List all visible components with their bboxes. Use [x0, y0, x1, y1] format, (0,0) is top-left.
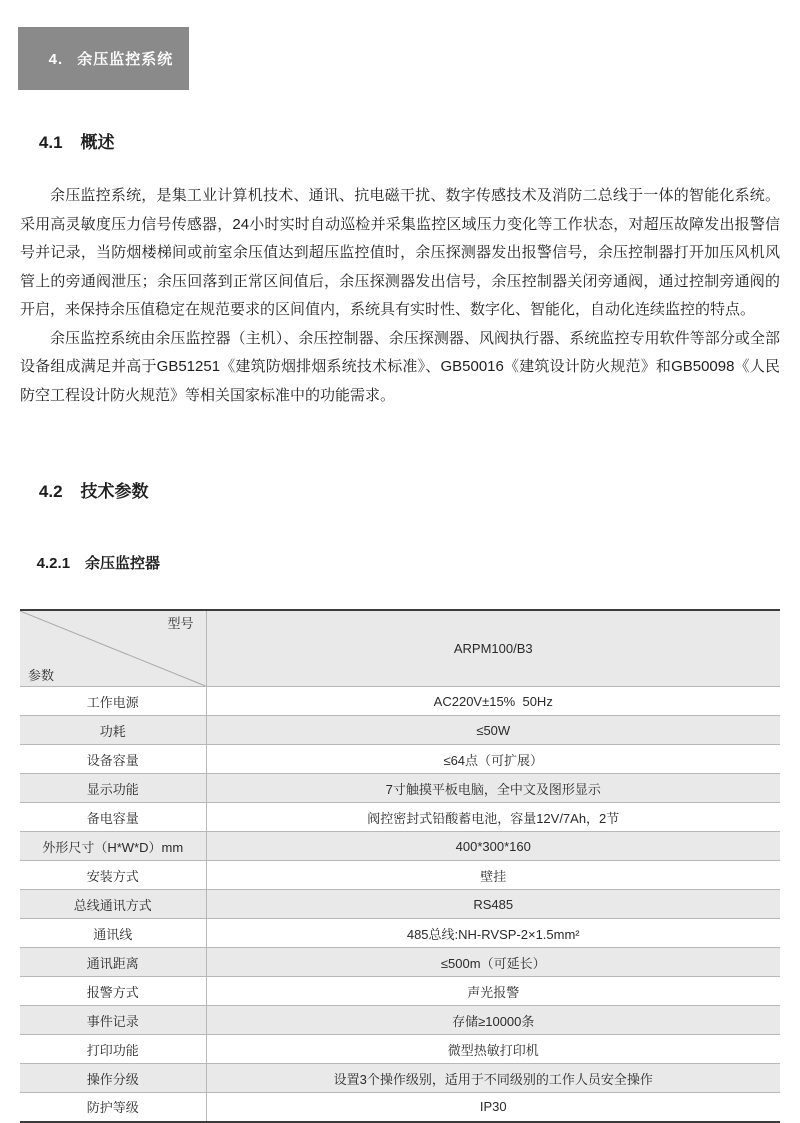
table-row [20, 803, 780, 832]
table-row [20, 774, 780, 803]
row-value: ≤50W [206, 716, 780, 745]
table-row [20, 948, 780, 977]
row-value: ≤64点（可扩展） [206, 745, 780, 774]
row-label: 显示功能 [20, 774, 206, 803]
table-row [20, 1006, 780, 1035]
row-label: 总线通讯方式 [20, 890, 206, 919]
overview-paragraph-1: 余压监控系统，是集工业计算机技术、通讯、抗电磁干扰、数字传感技术及消防二总线于一体的智能化系统。采用高灵敏度压力信号传感器，24小时实时自动巡检并采集监控区域压力变化等工作状态，对超压故障发出报警信号并记录，当防烟楼梯间或前室余压值达到超压监控值时，余压探测器发出报警信号，余压控制器打开加压风机风管上的旁通阀泄压；余压回落到正常区间值后，余压探测器发出信号，余压控制器关闭旁通阀，通过控制旁通阀的开启，来保持余压值稳定在规范要求的区间值内，系统具有实时性、数字化、智能化，自动化连续监控的特点。 [20, 187, 780, 318]
row-value: 壁挂 [206, 861, 780, 890]
spec-table-body [20, 687, 780, 1122]
table-row [20, 1093, 780, 1122]
row-label: 工作电源 [20, 687, 206, 716]
row-value: 存储≥10000条 [206, 1006, 780, 1035]
corner-label-model: 型号 [167, 616, 194, 631]
row-label: 操作分级 [20, 1064, 206, 1093]
section-title: 余压监控系统 [77, 51, 174, 68]
heading-overview-title: 概述 [80, 133, 115, 152]
table-row [20, 687, 780, 716]
heading-monitor [20, 535, 780, 590]
heading-monitor-title: 余压监控器 [85, 555, 161, 572]
table-row [20, 832, 780, 861]
row-label: 报警方式 [20, 977, 206, 1006]
row-value: RS485 [206, 890, 780, 919]
row-label: 设备容量 [20, 745, 206, 774]
table-header-row [20, 610, 780, 687]
heading-monitor-number: 4.2.1 [36, 555, 71, 572]
overview-paragraph-2: 余压监控系统由余压监控器（主机）、余压控制器、余压探测器、风阀执行器、系统监控专用软件等部分或全部设备组成满足并高于GB51251《建筑防烟排烟系统技术标准》、GB50016《建筑设计防火规范》和GB50098《人民防空工程设计防火规范》等相关国家标准中的功能需求。 [20, 329, 780, 404]
row-label: 外形尺寸（H*W*D）mm [20, 832, 206, 861]
corner-label-param: 参数 [28, 668, 55, 683]
row-value: 阀控密封式铅酸蓄电池，容量12V/7Ah，2节 [206, 803, 780, 832]
heading-params-number: 4.2 [38, 482, 63, 501]
row-label: 安装方式 [20, 861, 206, 890]
row-value: 400*300*160 [206, 832, 780, 861]
row-value: 声光报警 [206, 977, 780, 1006]
overview-body [20, 182, 780, 410]
row-value: 7寸触摸平板电脑，全中文及图形显示 [206, 774, 780, 803]
table-row [20, 716, 780, 745]
row-value: 设置3个操作级别，适用于不同级别的工作人员安全操作 [206, 1064, 780, 1093]
row-label: 防护等级 [20, 1093, 206, 1122]
table-row [20, 1064, 780, 1093]
table-row [20, 861, 780, 890]
row-label: 备电容量 [20, 803, 206, 832]
row-value: AC220V±15% 50Hz [206, 687, 780, 716]
row-label: 通讯线 [20, 919, 206, 948]
row-label: 通讯距离 [20, 948, 206, 977]
heading-params [20, 457, 780, 522]
row-label: 打印功能 [20, 1035, 206, 1064]
spec-table [20, 609, 780, 1123]
row-value: ≤500m（可延长） [206, 948, 780, 977]
table-row [20, 890, 780, 919]
diagonal-header-cell [20, 610, 206, 687]
model-header-cell: ARPM100/B3 [206, 610, 780, 687]
row-label: 功耗 [20, 716, 206, 745]
row-value: 485总线:NH-RVSP-2×1.5mm² [206, 919, 780, 948]
heading-overview [20, 108, 780, 173]
row-value: 微型热敏打印机 [206, 1035, 780, 1064]
row-value: IP30 [206, 1093, 780, 1122]
section-title-bar [18, 27, 189, 90]
table-row [20, 1035, 780, 1064]
row-label: 事件记录 [20, 1006, 206, 1035]
table-row [20, 919, 780, 948]
section-number: 4. [48, 51, 64, 68]
table-row [20, 977, 780, 1006]
table-row [20, 745, 780, 774]
heading-overview-number: 4.1 [38, 133, 63, 152]
spec-table-header [20, 610, 780, 687]
heading-params-title: 技术参数 [80, 482, 149, 501]
